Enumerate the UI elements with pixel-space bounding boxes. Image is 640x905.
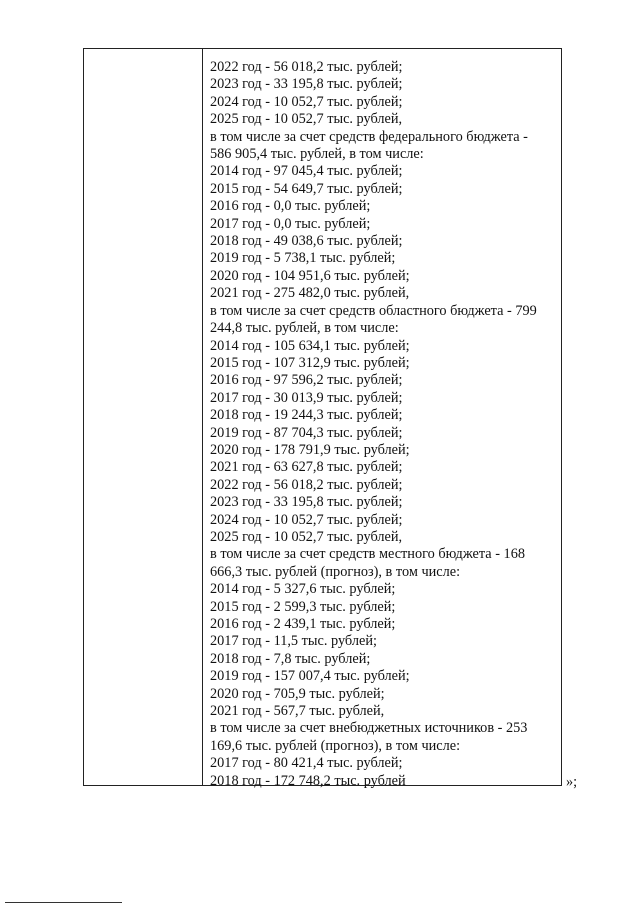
text-line: 2015 год - 2 599,3 тыс. рублей; [210,598,396,615]
text-line: 2015 год - 54 649,7 тыс. рублей; [210,180,403,197]
text-line: в том числе за счет средств федерального бюджета - [210,128,528,145]
text-line: 2017 год - 0,0 тыс. рублей; [210,215,371,232]
table-left-column [84,49,203,785]
text-line: 2018 год - 172 748,2 тыс. рублей [210,772,406,789]
text-line: 2023 год - 33 195,8 тыс. рублей; [210,76,403,93]
text-line: 2020 год - 104 951,6 тыс. рублей; [210,267,410,284]
text-line: 2016 год - 2 439,1 тыс. рублей; [210,616,396,632]
text-line: 2020 год - 178 791,9 тыс. рублей; [210,441,410,458]
text-line: 2025 год - 10 052,7 тыс. рублей, [210,528,403,545]
text-line: 2016 год - 97 596,2 тыс. рублей; [210,372,403,389]
text-line: 2024 год - 10 052,7 тыс. рублей; [210,511,403,528]
text-line: 2014 год - 5 327,6 тыс. рублей; [210,581,396,598]
text-line: 2019 год - 87 704,3 тыс. рублей; [210,424,403,441]
text-line: 2023 год - 33 195,8 тыс. рублей; [210,494,403,511]
text-line: 2021 год - 567,7 тыс. рублей, [210,703,385,720]
text-line: 2018 год - 19 244,3 тыс. рублей; [210,407,403,424]
text-line: 244,8 тыс. рублей, в том числе: [210,320,399,337]
text-line: в том числе за счет внебюджетных источников - 253 [210,720,528,737]
text-line: 666,3 тыс. рублей (прогноз), в том числе: [210,563,461,580]
text-line: 2022 год - 56 018,2 тыс. рублей; [210,59,403,75]
text-line: 2025 год - 10 052,7 тыс. рублей, [210,111,403,128]
text-line: 2021 год - 275 482,0 тыс. рублей, [210,285,410,302]
text-line: 2021 год - 63 627,8 тыс. рублей; [210,459,403,476]
text-line: 2020 год - 705,9 тыс. рублей; [210,685,385,702]
text-line: 2015 год - 107 312,9 тыс. рублей; [210,354,410,371]
text-line: 586 905,4 тыс. рублей, в том числе: [210,146,424,163]
text-line: 2018 год - 49 038,6 тыс. рублей; [210,233,403,250]
text-line: 2014 год - 105 634,1 тыс. рублей; [210,337,410,354]
text-line: 2019 год - 5 738,1 тыс. рублей; [210,250,396,267]
text-line: 2014 год - 97 045,4 тыс. рублей; [210,163,403,180]
text-line: 2016 год - 0,0 тыс. рублей; [210,198,371,215]
text-line: 2017 год - 30 013,9 тыс. рублей; [210,389,403,406]
text-line: 2018 год - 7,8 тыс. рублей; [210,650,371,667]
footnote-rule [5,902,122,903]
text-line: 2024 год - 10 052,7 тыс. рублей; [210,93,403,110]
text-line: 169,6 тыс. рублей (прогноз), в том числе: [210,737,461,754]
text-line: 2017 год - 11,5 тыс. рублей; [210,633,377,650]
text-line: 2017 год - 80 421,4 тыс. рублей; [210,755,403,772]
text-line: в том числе за счет средств местного бюджета - 168 [210,546,525,563]
text-line: 2019 год - 157 007,4 тыс. рублей; [210,668,410,685]
text-line: в том числе за счет средств областного бюджета - 799 [210,302,537,319]
funding-table [83,48,562,789]
text-line: 2022 год - 56 018,2 тыс. рублей; [210,476,403,493]
table-right-column [210,59,557,790]
closing-quote: »; [566,774,578,790]
